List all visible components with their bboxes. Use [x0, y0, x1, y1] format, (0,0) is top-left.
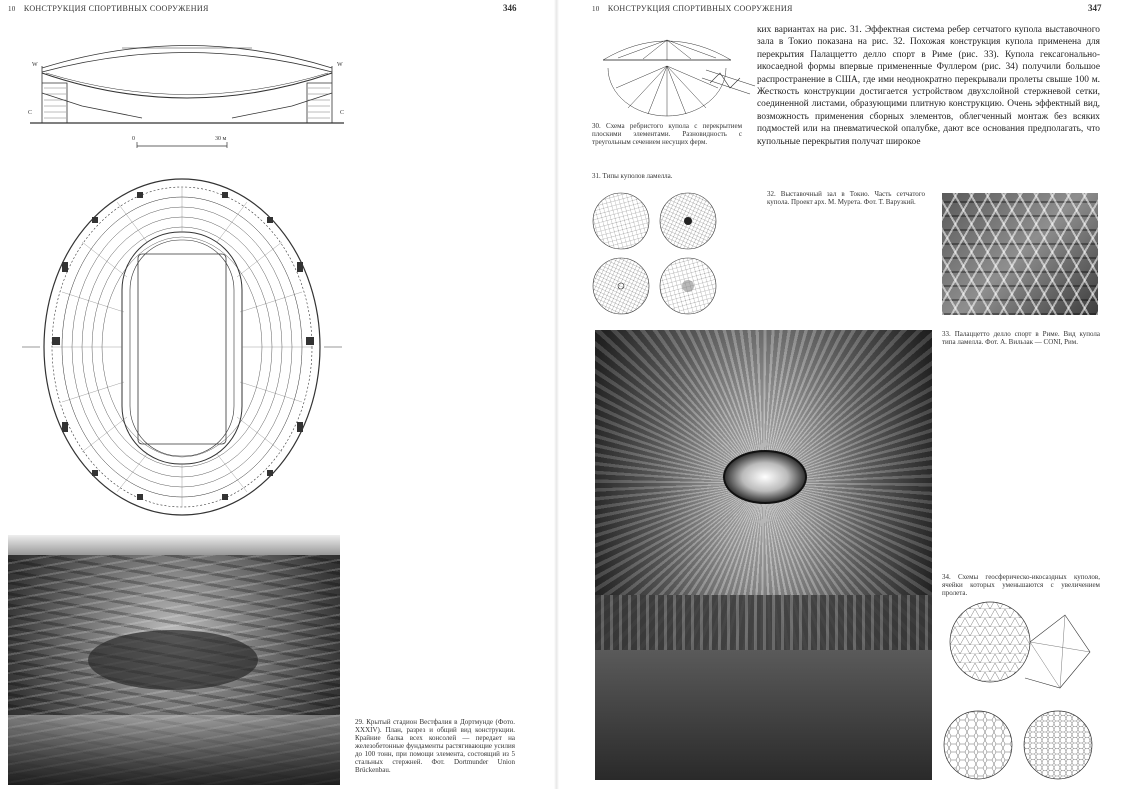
- scale-bar: [132, 136, 227, 148]
- section-label-c2: C: [340, 110, 345, 116]
- geodesic-dome-diagrams: [940, 600, 1100, 786]
- right-page: [560, 0, 1125, 789]
- stadium-interior-photo: [8, 535, 340, 785]
- scale-label-zero: 0: [132, 136, 135, 142]
- right-header-title: КОНСТРУКЦИЯ СПОРТИВНЫХ СООРУЖЕНИЯ: [607, 4, 793, 13]
- left-page-number: 346: [503, 3, 517, 13]
- caption-fig-32: 32. Выставочный зал в Токио. Часть сетчатого купола. Проект арх. М. Мурета. Фот. Т. Варузкий.: [767, 190, 925, 206]
- lamella-type-3: [593, 258, 649, 314]
- caption-fig-31: 31. Типы куполов ламелла.: [592, 172, 673, 180]
- section-label-c1: C: [28, 110, 33, 116]
- left-running-header: [8, 4, 209, 13]
- scale-label-end: 30 м: [215, 136, 227, 142]
- right-page-number: 347: [1088, 3, 1102, 13]
- section-label-w2: W: [337, 62, 343, 68]
- caption-fig-34: 34. Схемы геосферическо-икосаэдных куполов, ячейки которых уменьшаются с увеличением пролета.: [942, 573, 1100, 597]
- geodesic-hex-dome-2: [1024, 711, 1092, 779]
- stadium-section-drawing: [22, 28, 352, 153]
- left-header-title: КОНСТРУКЦИЯ СПОРТИВНЫХ СООРУЖЕНИЯ: [23, 4, 209, 13]
- left-header-number: 10: [8, 5, 16, 13]
- arena-floor: [595, 650, 932, 780]
- caption-fig-33: 33. Палаццетто делло спорт в Риме. Вид купола типа ламелла. Фот. А. Вильзак — CONI, Рим.: [942, 330, 1100, 346]
- palazzetto-dome-photo: [595, 330, 932, 780]
- stand-rows: [8, 715, 340, 785]
- truss-section-detail: [700, 58, 760, 98]
- right-running-header: [592, 4, 793, 13]
- right-header-number: 10: [592, 5, 600, 13]
- lamella-type-1: [593, 193, 649, 249]
- roof-edge: [8, 535, 340, 555]
- body-text: ких вариантах на рис. 31. Эффектная система ребер сетчатого купола выставочного зала в Токио показана на рис. 32. Похожая конструкция купола применена для перекрытия Палаццетто делло спорт в Риме (рис. 33). Купола гексагонально-икосаедной формы впервые примененные Фуллером (рис. 34) получили большое распространение в США, где ими неоднократно перекрывали пролеты свыше 100 м. Жесткость конструкции достигается устройством двухслойной стержневой сетки, соединенной листами, образующими плитную конструкцию. Очень эффектный вид, возможность применения сборных элементов, облегченный монтаж без всяких подмостей или на пневматической опалубке, дают все основания предполагать, что купольные перекрытия получат широкое: [757, 25, 1100, 147]
- dome-lantern: [723, 450, 807, 504]
- geodesic-hex-dome-1: [944, 711, 1012, 779]
- section-label-w1: W: [32, 62, 38, 68]
- book-gutter: [554, 0, 559, 789]
- tokyo-dome-photo: [942, 193, 1098, 315]
- tribune-band: [595, 595, 932, 650]
- central-ring: [88, 630, 258, 690]
- stadium-plan-drawing: [22, 172, 342, 520]
- left-page: [0, 0, 556, 789]
- icosahedral-dome: [950, 602, 1090, 688]
- caption-fig-29: 29. Крытый стадион Вестфалия в Дортмунде (Фото. XXXIV). План, разрез и общий вид конструкции. Крайние балка всех консолей — передает на железобетонные фундаменты растягивающие усилия до 100 тонн, при помощи элемента, состоящий из 5 стальных стержней. Фот. Dortmunder Union Brückenbau.: [355, 718, 515, 774]
- caption-fig-30: 30. Схема ребристого купола с перекрытием плоскими элементами. Разновидность с треугольным сечением несущих ферм.: [592, 122, 742, 146]
- lamella-dome-types: [590, 190, 720, 318]
